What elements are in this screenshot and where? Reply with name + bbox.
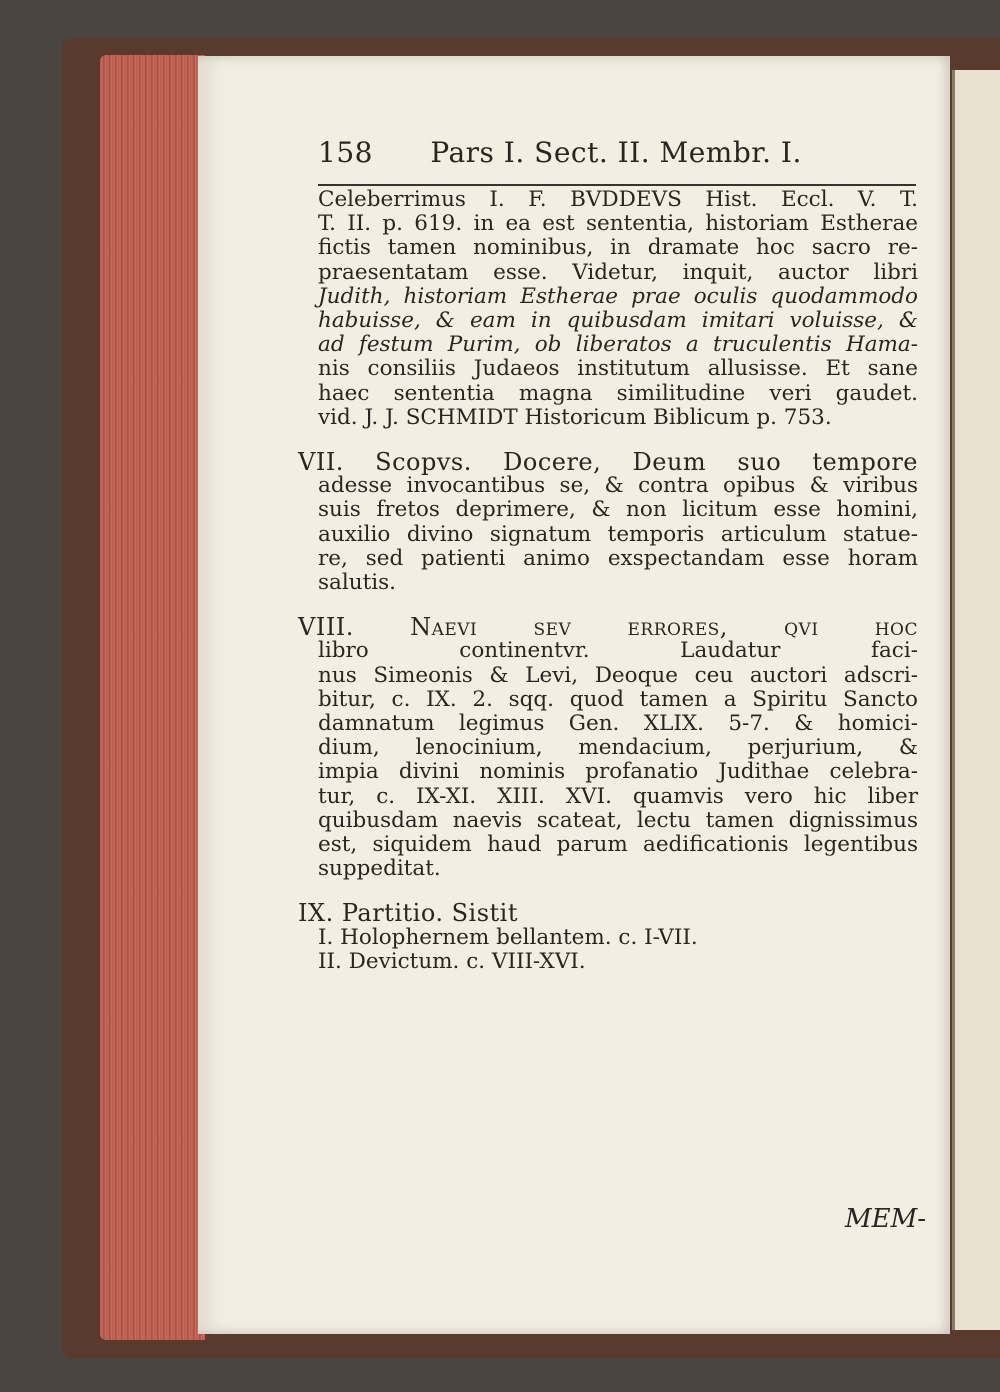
header-rule: [318, 184, 916, 186]
text-line: re, sed patienti animo exspectandam esse horam: [318, 545, 918, 571]
text-line: suppeditat.: [318, 856, 441, 882]
text-line: fictis tamen nominibus, in dramate hoc sacro re-: [318, 235, 918, 261]
text-line: tur, c. IX-XI. XIII. XVI. quamvis vero hic liber: [318, 783, 918, 809]
text-line: Judith, historiam Estherae prae oculis quodammodo: [318, 283, 918, 309]
footnote-block: [318, 188, 918, 430]
text-line: quibusdam naevis scateat, lectu tamen dignissimus: [318, 807, 918, 833]
text-line: I. Holophernem bellantem. c. I-VII.: [318, 924, 698, 950]
text-line: Celeberrimus I. F. BVDDEVS Hist. Eccl. V. T.: [318, 187, 918, 212]
text-line: libro continentvr. Laudatur faci-: [318, 638, 918, 664]
text-line: suis fretos deprimere, & non licitum esse homini,: [318, 497, 918, 523]
page-edges: [100, 55, 205, 1340]
text-line: nis consiliis Judaeos institutum allusisse. Et sane: [318, 356, 918, 382]
book-page: [198, 56, 950, 1334]
text-line: adesse invocantibus se, & contra opibus & viribus: [318, 473, 918, 499]
text-line: ad festum Purim, ob liberatos a truculentis Hama-: [318, 332, 918, 358]
text-line: auxilio divino signatum temporis articulum statue-: [318, 521, 918, 547]
page-text: [298, 187, 918, 974]
text-line: dium, lenocinium, mendacium, perjurium, &: [318, 735, 918, 761]
text-line: praesentatam esse. Videtur, inquit, auctor libri: [318, 259, 918, 285]
text-line: bitur, c. IX. 2. sqq. quod tamen a Spiritu Sancto: [318, 686, 918, 712]
text-line: II. Devictum. c. VIII-XVI.: [318, 948, 586, 974]
text-line: habuisse, & eam in quibusdam imitari voluisse, &: [318, 308, 918, 334]
text-line: haec sententia magna similitudine veri gaudet.: [318, 380, 918, 406]
text-line: impia divini nominis profanatio Judithae celebra-: [318, 759, 918, 785]
section-partitio: [298, 901, 918, 974]
text-line: salutis.: [318, 570, 396, 596]
section-scopus: [298, 450, 918, 595]
catchword: MEM-: [844, 1204, 926, 1234]
page-number: 158: [318, 136, 373, 169]
text-line: T. II. p. 619. in ea est sententia, historiam Estherae: [318, 211, 918, 237]
facing-page-edge: [952, 70, 1000, 1330]
text-line: nus Simeonis & Levi, Deoque ceu auctori adscri-: [318, 662, 918, 688]
section-naevi: [298, 615, 918, 881]
section-heading: IX. Partitio. Sistit: [298, 899, 518, 928]
text-line: est, siquidem haud parum aedificationis legentibus: [318, 832, 918, 858]
running-header: [318, 136, 918, 169]
text-line: damnatum legimus Gen. XLIX. 5-7. & homici-: [318, 711, 918, 737]
section-heading: VIII. Naevi sev errores, qvi hoc: [298, 613, 918, 642]
text-line: vid. J. J. SCHMIDT Historicum Biblicum p. 753.: [318, 404, 832, 430]
section-heading: VII. Scopvs. Docere, Deum suo tempore: [298, 448, 918, 477]
running-title: Pars I. Sect. II. Membr. I.: [430, 136, 802, 169]
